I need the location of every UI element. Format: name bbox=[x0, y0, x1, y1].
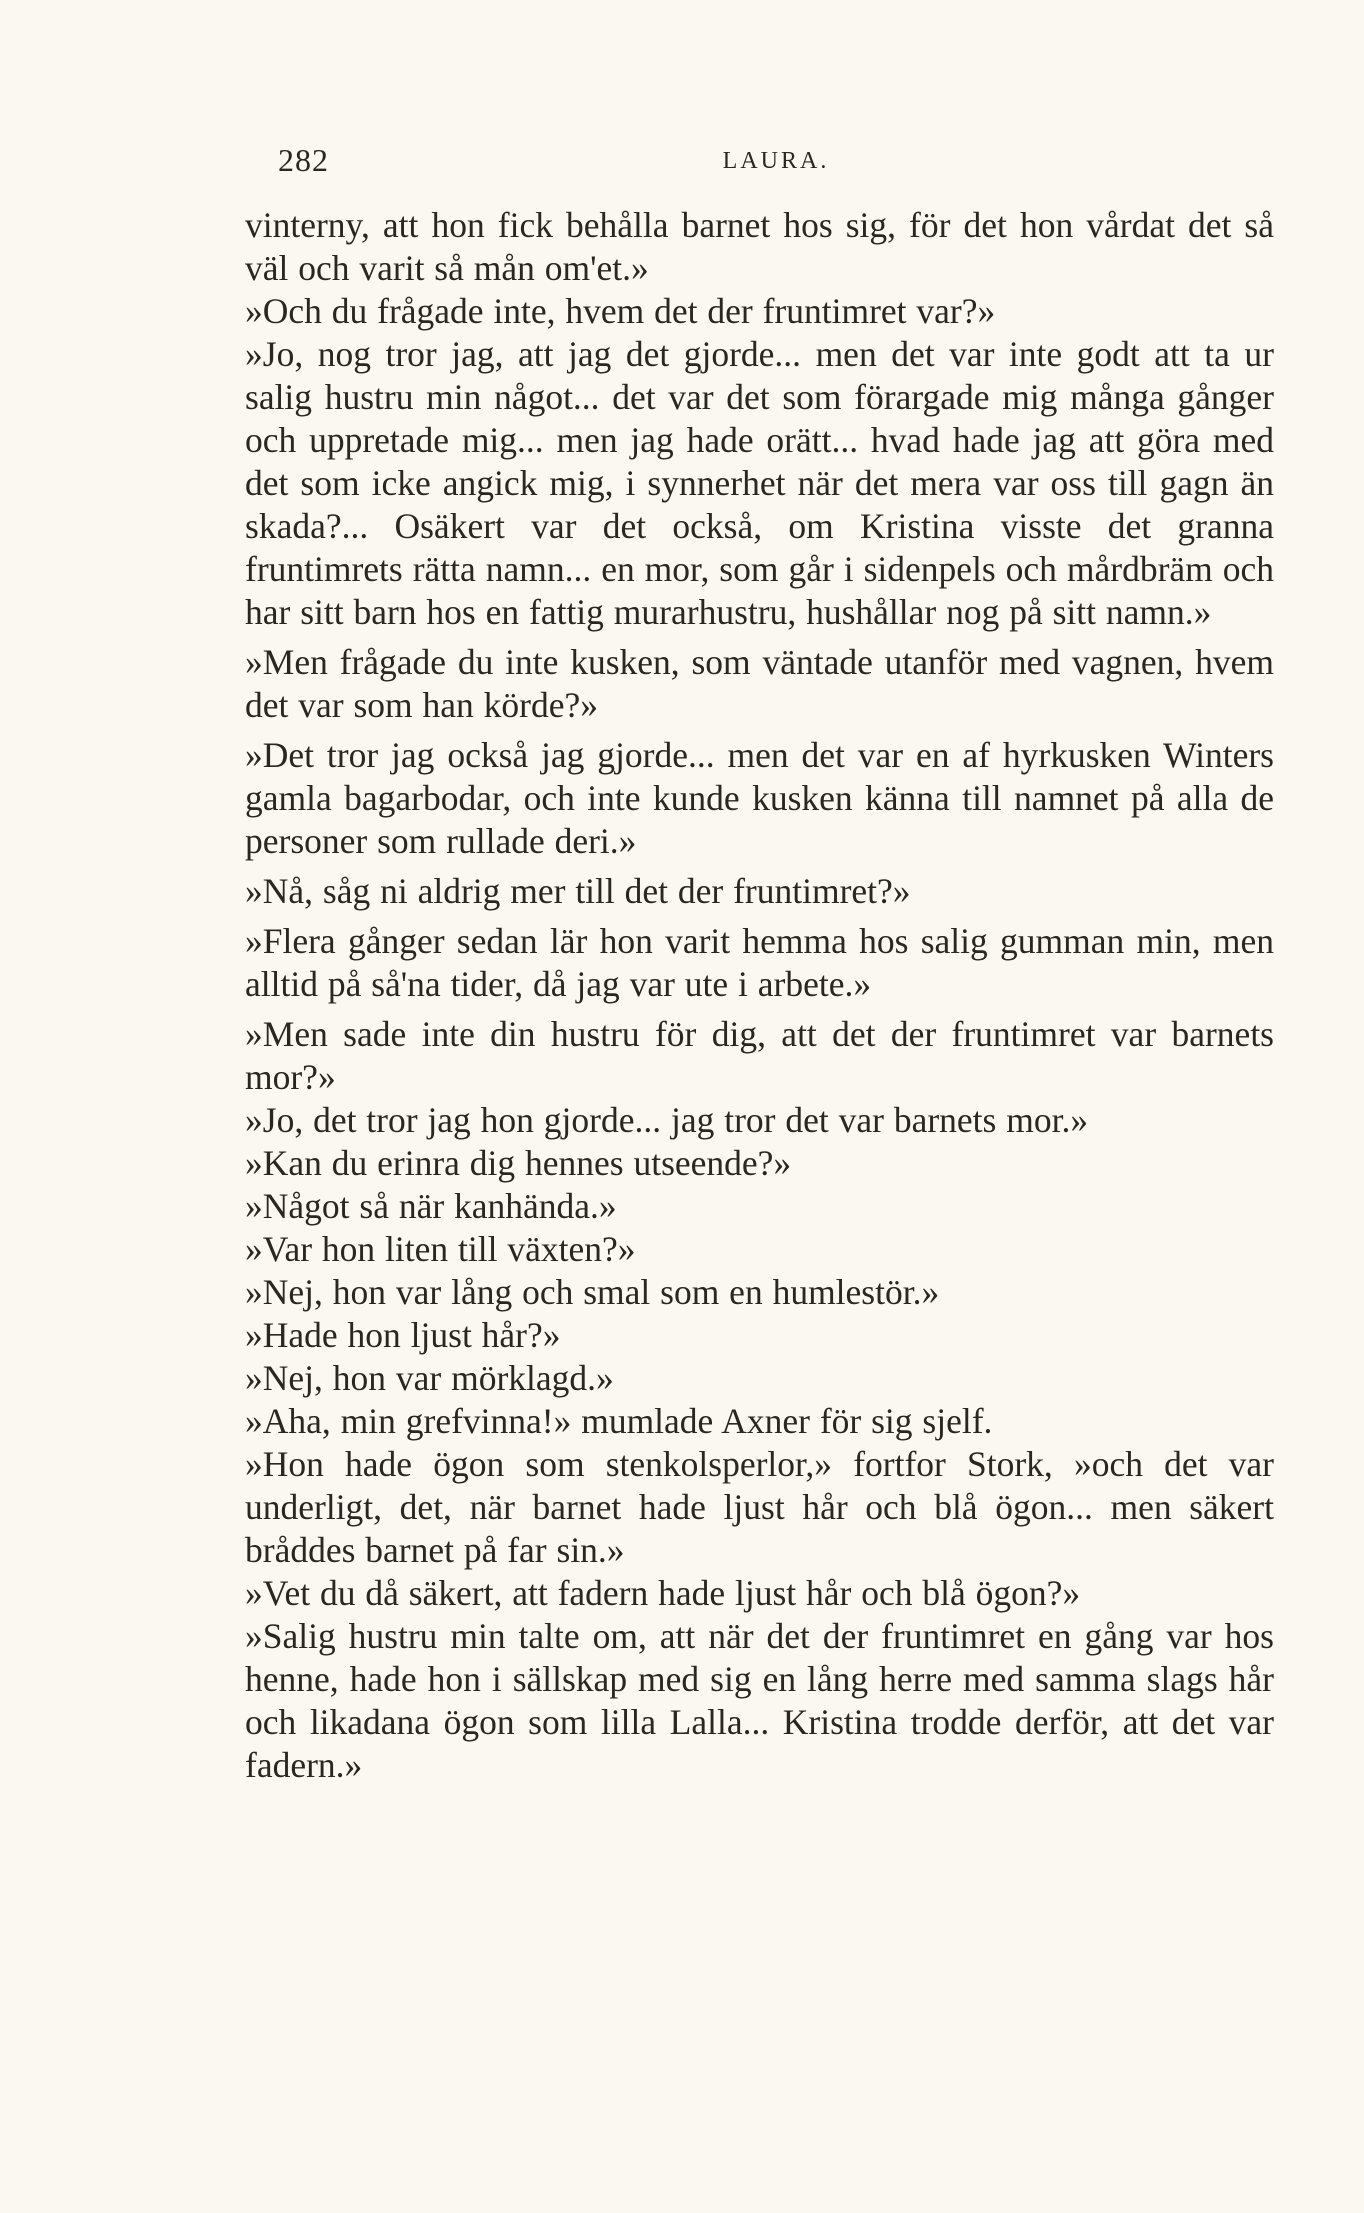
paragraph: vinterny, att hon fick behålla barnet hos sig, för det hon vårdat det så väl och varit så mån om'et.» bbox=[245, 205, 1274, 288]
paragraph: »Nej, hon var lång och smal som en humlestör.» bbox=[245, 1272, 940, 1312]
running-title: LAURA. bbox=[722, 148, 830, 174]
paragraph: »Men sade inte din hustru för dig, att det der fruntimret var barnets mor?» bbox=[245, 1014, 1274, 1097]
paragraph: »Något så när kanhända.» bbox=[245, 1186, 617, 1226]
page-number: 282 bbox=[278, 142, 329, 178]
paragraph: »Vet du då säkert, att fadern hade ljust hår och blå ögon?» bbox=[245, 1573, 1081, 1613]
page-header bbox=[278, 142, 1274, 182]
paragraph: »Jo, det tror jag hon gjorde... jag tror det var barnets mor.» bbox=[245, 1100, 1089, 1140]
paragraph: »Flera gånger sedan lär hon varit hemma hos salig gumman min, men alltid på så'na tider, då jag var ute i arbete.» bbox=[245, 921, 1274, 1004]
paragraph: »Salig hustru min talte om, att när det der fruntimret en gång var hos henne, hade hon i sällskap med sig en lång herre med samma slags hår och likadana ögon som lilla Lalla... Kristina trodde derför, att det var fadern.» bbox=[245, 1616, 1274, 1785]
paragraph: »Hon hade ögon som stenkolsperlor,» fortfor Stork, »och det var underligt, det, när barnet hade ljust hår och blå ögon... men säkert bråddes barnet på far sin.» bbox=[245, 1444, 1274, 1570]
paragraph: »Aha, min grefvinna!» mumlade Axner för sig sjelf. bbox=[245, 1401, 993, 1441]
paragraph: »Det tror jag också jag gjorde... men det var en af hyrkusken Winters gamla bagarbodar, och inte kunde kusken känna till namnet på alla de personer som rullade deri.» bbox=[245, 735, 1274, 861]
paragraph: »Nej, hon var mörklagd.» bbox=[245, 1358, 614, 1398]
paragraph: »Jo, nog tror jag, att jag det gjorde... men det var inte godt att ta ur salig hustru min något... det var det som förargade mig många gånger och uppretade mig... men jag hade orätt... hvad hade jag att göra med det som icke angick mig, i synnerhet när det mera var oss till gagn än skada?... Osäkert var det också, om Kristina visste det granna fruntimrets rätta namn... en mor, som går i sidenpels och mårdbräm och har sitt barn hos en fattig murarhustru, hushållar nog på sitt namn.» bbox=[245, 334, 1274, 632]
paragraph: »Och du frågade inte, hvem det der fruntimret var?» bbox=[245, 291, 996, 331]
paragraph: »Hade hon ljust hår?» bbox=[245, 1315, 561, 1355]
paragraph: »Men frågade du inte kusken, som väntade utanför med vagnen, hvem det var som han körde?» bbox=[245, 642, 1274, 725]
body-text bbox=[245, 204, 1274, 1787]
paragraph: »Kan du erinra dig hennes utseende?» bbox=[245, 1143, 792, 1183]
paragraph: »Var hon liten till växten?» bbox=[245, 1229, 636, 1269]
paragraph: »Nå, såg ni aldrig mer till det der fruntimret?» bbox=[245, 871, 911, 911]
